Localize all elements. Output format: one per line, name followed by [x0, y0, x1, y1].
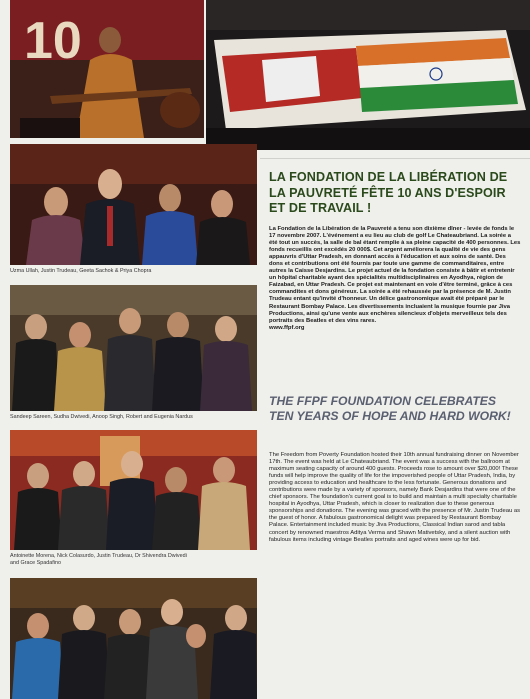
group-photo-3 [10, 430, 257, 550]
photo-caption-1: Uzma Ullah, Justin Trudeau, Geeta Sachok & Priya Chopra [10, 268, 152, 274]
article-en-body: The Freedom from Poverty Foundation hosted their 10th annual fundraising dinner on November 17th. The event was held at Le Chateaubriand. The event was a success with the ballroom at maximum seating capacity of around 400 guests. Proceeds rose to amount over $20,000! These funds will help improve the quality of life for the impoverished people of Uttar Pradesh, India, by providing access to education and healthcare to the less fortunate. Generous donations and contributions were made by a variety of sponsors, namely Bank Desjardins that were one of the chief sponsors. The foundation's current goal is to build and maintain a multi specialty charitable hospital in Ayodhya, Uttar Pradesh, which is closer to realization due to these generous sponsorships and donations. The evening was graced with the presence of Mr. Justin Trudeau as the guest of honor. A fabulous gastronomical delight was prepared by Restaurant Bombay Palace. Entertainment included music by Jiva Productions, Classical Indian sarod and tabla concert by renowned maestros Aditya Verma and Shawn Mativetsky, and a silent auction with fabulous items including vintage Beatles portraits and aged wines were up for bid. [269, 452, 520, 543]
photo-caption-3-line1: Antoinette Morena, Nick Colasurdo, Justin Trudeau, Dr Shivendra Dwivedi [10, 553, 187, 559]
group-photo-1 [10, 144, 257, 265]
section-divider [260, 158, 530, 159]
article-en-title: THE FFPF FOUNDATION CELEBRATES TEN YEARS OF HOPE AND HARD WORK! [269, 394, 511, 423]
musician-photo [10, 0, 204, 138]
article-fr-text: La Fondation de la Libération de la Pauvreté a tenu son dixième dîner - levée de fonds le 17 novembre 2007. L'événement a eu lieu au club de golf Le Chateaubriand. La soirée a été tout un succès, la salle de bal étant remplie à sa pleine capacité de 400 personnes. Les fonds recueillis ont excédés 20 000$. Cet argent améliorera la qualité de vie des gens appauvris d'Uttar Pradesh, en donnant accès à l'éducation et aux soins de santé. Des dons et contributions ont été fournis par toute une gamme de commanditaires, entre autres la Caisse Desjardins. Le projet actuel de la fondation consiste à bâtir et entretenir un hôpital charitable ayant des spécialités multidisciplinaires en Ayodhya, région de Faizabad, en Uttar Pradesh. Ce projet est maintenant en voie d'être terminé, grâce à ces commandites et dons généreux. La soirée a été rehaussée par la présence de M. Justin Trudeau entant qu'invité d'honneur. Un délice gastronomique avait été préparé par le Restaurant Bombay Palace. Les divertissements incluaient la musique fournie par Jiva Productions, ainsi qu'une vente aux enchères silencieux d'objets merveilleux tels des portraits des Beatles et des vins rares. [269, 226, 521, 324]
photo-caption-2: Sandeep Sareen, Sudha Dwivedi, Anoop Singh, Robert and Eugenia Nardus [10, 414, 193, 420]
cake-photo [206, 0, 530, 150]
photo-caption-3 [10, 553, 257, 567]
banner-number: 10 [24, 12, 82, 70]
photo-caption-3-line2: and Grace Spadafino [10, 560, 61, 566]
group-photo-2 [10, 285, 257, 411]
article-fr-title: LA FONDATION DE LA LIBÉRATION DE LA PAUVRETÉ FÊTE 10 ANS D'ESPOIR ET DE TRAVAIL ! [269, 170, 508, 215]
group-photo-4 [10, 578, 257, 699]
website-link[interactable]: www.ffpf.org [269, 324, 305, 331]
article-fr-body [269, 226, 521, 332]
